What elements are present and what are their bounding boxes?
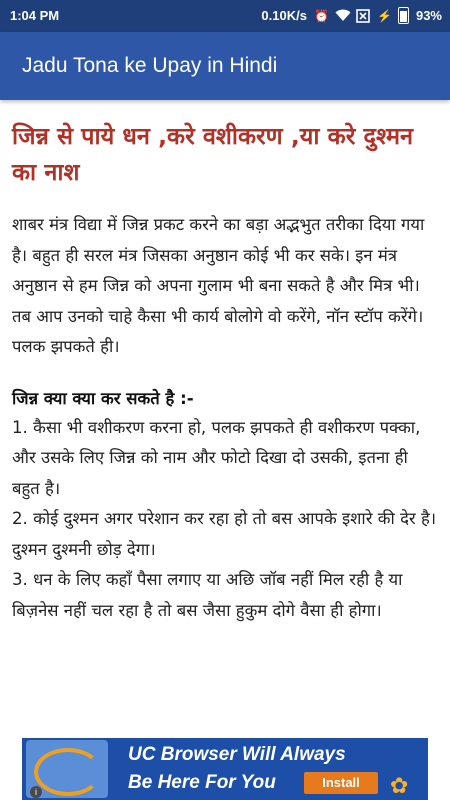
list-item: 3. धन के लिए कहाँ पैसा लगाए या अछि जॉब नहीं मिल रही है या बिज़नेस नहीं चल रहा है तो बस जैसा हुकुम दोगे वैसा ही होगा। [12, 570, 403, 620]
ad-info-icon[interactable]: i [30, 786, 42, 798]
install-button[interactable]: Install [304, 772, 378, 794]
charging-icon: ⚡ [376, 8, 392, 23]
battery-icon [398, 7, 409, 24]
status-time: 1:04 PM [10, 8, 60, 23]
ad-headline: UC Browser Will Always [128, 744, 346, 765]
status-bar [0, 0, 450, 32]
article-subheading: जिन्न क्या क्या कर सकते है :- [12, 388, 194, 408]
uc-squirrel-icon: ✿ [390, 774, 409, 799]
article-list [12, 413, 438, 627]
app-title: Jadu Tona ke Upay in Hindi [22, 54, 278, 77]
ad-subline: Be Here For You [128, 772, 276, 793]
no-sim-icon [356, 9, 370, 23]
network-speed: 0.10K/s [261, 8, 307, 23]
alarm-icon: ⏰ [313, 8, 329, 23]
article-heading: जिन्न से पाये धन ,करे वशीकरण ,या करे दुश्मन का नाश [12, 122, 414, 186]
status-icons [261, 7, 442, 24]
article-paragraph: शाबर मंत्र विद्या में जिन्न प्रकट करने का बड़ा अद्भभुत तरीका दिया गया है। बहुत ही सरल मंत्र जिसका अनुष्ठान कोई भी कर सके। इन मंत्र अनुष्ठान से हम जिन्न को अपना गुलाम भी बना सकते है और मित्र भी। तब आप उनको चाहे कैसा भी कार्य बोलोगे वो करेंगे, नॉन स्टॉप करेंगे। पलक झपकते ही। [12, 215, 425, 356]
ad-banner[interactable] [22, 738, 428, 800]
app-bar [0, 32, 450, 100]
battery-percent: 93% [415, 8, 442, 23]
list-item: 2. कोई दुश्मन अगर परेशान कर रहा हो तो बस आपके इशारे की देर है। दुश्मन दुश्मनी छोड़ देगा। [12, 509, 437, 559]
article-content[interactable] [0, 100, 450, 738]
wifi-icon [335, 9, 349, 23]
list-item: 1. कैसा भी वशीकरण करना हो, पलक झपकते ही वशीकरण पक्का, और उसके लिए जिन्न को नाम और फोटो दिखा दो उसकी, इतना ही बहुत है। [12, 417, 421, 498]
